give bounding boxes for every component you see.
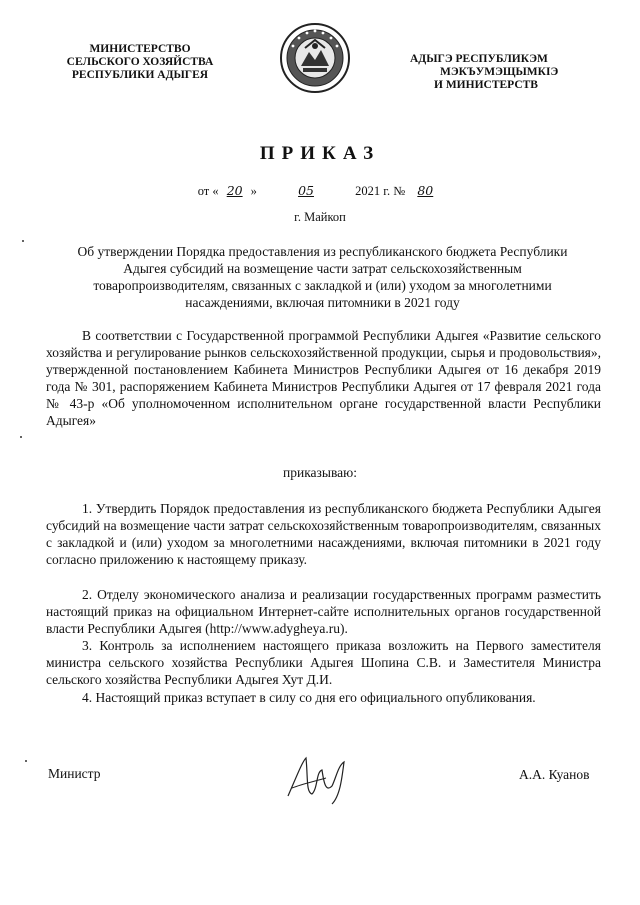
document-title: ПРИКАЗ — [259, 143, 381, 164]
ministry-name-russian — [40, 43, 240, 82]
order-point-4: 4. Настоящий приказ вступает в силу со дня его официального опубликования. — [82, 690, 536, 705]
signer-title: Министр — [48, 766, 101, 781]
date-number-line — [0, 183, 640, 199]
ministry-name-adyghe — [410, 53, 610, 92]
header-left-line: МИНИСТЕРСТВО — [89, 43, 191, 55]
scan-speck — [25, 760, 27, 762]
date-month: 05 — [298, 183, 314, 198]
signature-icon — [282, 748, 352, 808]
order-subject: Об утверждении Порядка предоставления из республиканского бюджета Республики Адыгея субсидий на возмещение части затрат сельскохозяйственным товаропроизводителям, связанных с закладкой и (или) уходом за многолетними насаждениями, включая питомники в 2021 году — [77, 244, 568, 310]
order-point-1: 1. Утвердить Порядок предоставления из республиканского бюджета Республики Адыгея субсидий на возмещение части затрат сельскохозяйственным товаропроизводителям, связанных с закладкой и (или) уходом за многолетними насаждениями, включая питомники в 2021 году согласно приложению к настоящему приказу. — [46, 501, 601, 567]
number-label: № — [393, 184, 406, 198]
scan-speck — [20, 436, 22, 438]
date-day: 20 — [226, 183, 243, 198]
place-of-issue: г. Майкоп — [294, 210, 346, 224]
header-right-line: МЭКЪУМЭЩЫМКIЭ — [440, 66, 559, 78]
order-number: 80 — [417, 183, 434, 198]
signer-name: А.А. Куанов — [519, 767, 590, 782]
preamble-paragraph: В соответствии с Государственной программой Республики Адыгея «Развитие сельского хозяйства и регулирование рынков сельскохозяйственной продукции, сырья и продовольствия», утвержденной постановлением Кабинета Министров Республики Адыгея от 16 декабря 2019 года № 301, распоряжением Кабинета Министров Республики Адыгея от 17 февраля 2021 года № 43-р «Об уполномоченном исполнительном органе государственной власти Республики Адыгея» — [46, 328, 601, 428]
order-word: приказываю: — [283, 465, 357, 480]
header-right-line: АДЫГЭ РЕСПУБЛИКЭМ — [410, 53, 548, 65]
order-point-3: 3. Контроль за исполнением настоящего приказа возложить на Первого заместителя министра сельского хозяйства Республики Адыгея Шопина С.В. и Заместителя Министра сельского хозяйства Республики Адыгея Хут Д.И. — [46, 638, 601, 687]
header-left-line: РЕСПУБЛИКИ АДЫГЕЯ — [71, 69, 209, 81]
date-sep: » — [250, 184, 257, 198]
order-point-2: 2. Отделу экономического анализа и реализации государственных программ разместить настоящий приказ на официальном Интернет-сайте исполнительных органов государственной власти Республики Адыгея (http://www.adygheya.ru). — [46, 587, 601, 636]
header-left-line: СЕЛЬСКОГО ХОЗЯЙСТВА — [66, 56, 214, 68]
coat-of-arms-icon — [279, 22, 351, 94]
header-right-line: И МИНИСТЕРСТВ — [434, 79, 538, 91]
date-year: 2021 г. — [355, 184, 391, 198]
scan-speck — [22, 240, 24, 242]
date-prefix: от « — [197, 184, 219, 198]
